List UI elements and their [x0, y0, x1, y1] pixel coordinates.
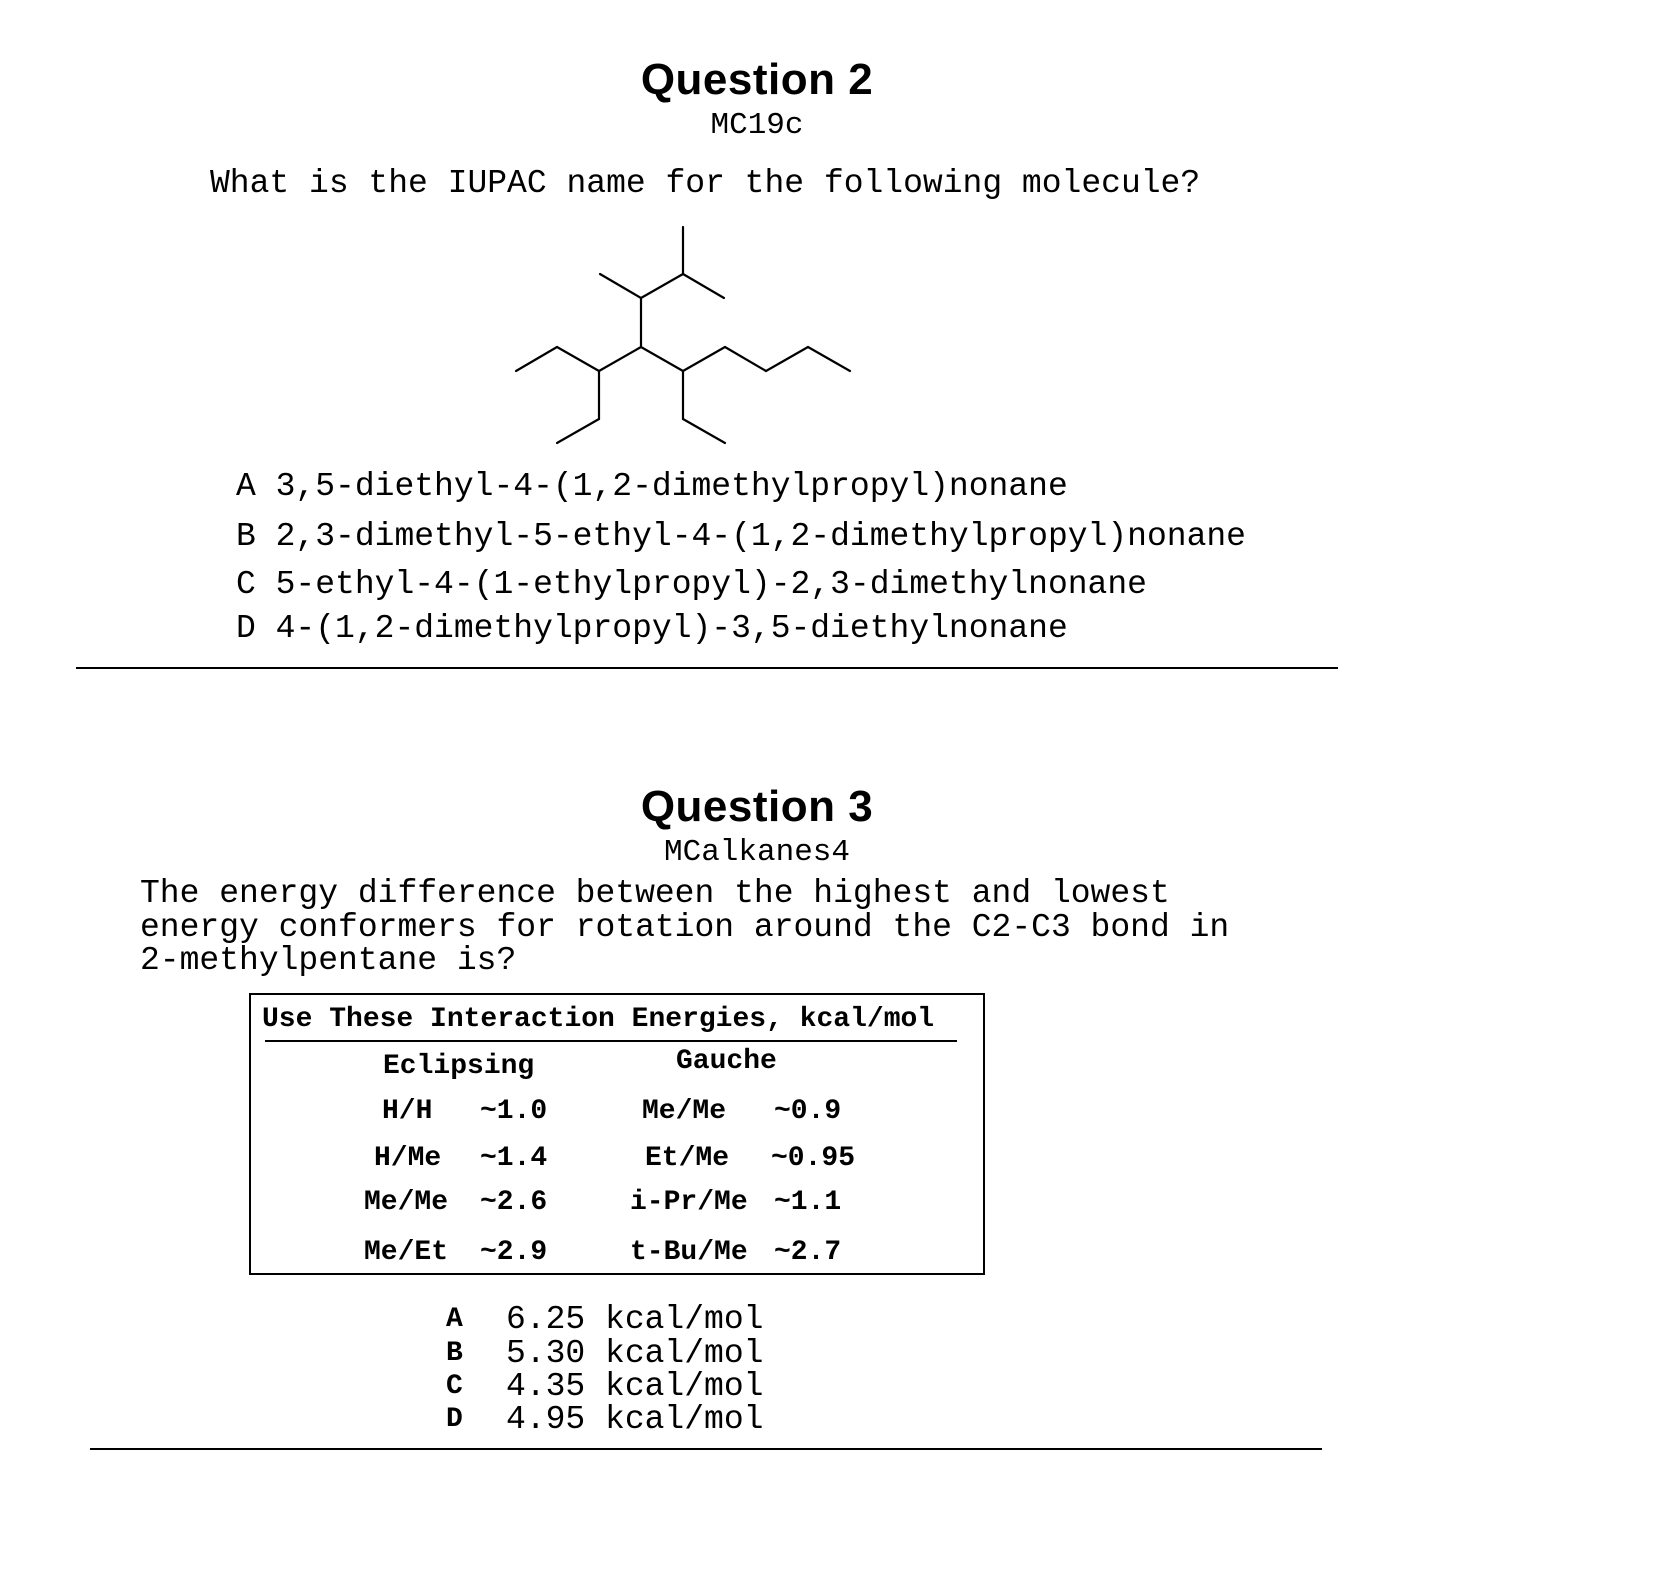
question-3-code: MCalkanes4: [663, 835, 851, 870]
gauche-pair: Et/Me: [645, 1143, 730, 1174]
eclipsing-pair: Me/Me: [364, 1187, 449, 1218]
bond: [808, 347, 850, 371]
question-2-title: Question 2: [640, 55, 874, 104]
bond: [516, 347, 557, 371]
gauche-value: ~1.1: [774, 1187, 842, 1218]
option-d: [236, 610, 1068, 647]
question-2-prompt: What is the IUPAC name for the following molecule?: [210, 165, 1201, 202]
option-text: 4-(1,2-dimethylpropyl)-3,5-diethylnonane: [275, 610, 1068, 647]
option-text: 3,5-diethyl-4-(1,2-dimethylpropyl)nonane: [275, 468, 1068, 505]
eclipsing-pair: H/H: [382, 1096, 433, 1127]
answer-value: 6.25 kcal/mol: [506, 1301, 764, 1338]
eclipsing-header: Eclipsing: [383, 1051, 535, 1082]
gauche-pair: i-Pr/Me: [630, 1187, 748, 1218]
answer-letter: B: [446, 1338, 463, 1369]
option-letter: C: [236, 566, 256, 603]
option-text: 5-ethyl-4-(1-ethylpropyl)-2,3-dimethylnonane: [275, 566, 1147, 603]
section-divider: [90, 1448, 1322, 1450]
eclipsing-value: ~1.0: [480, 1096, 548, 1127]
table-title-underline: [265, 1040, 957, 1042]
option-c: [236, 566, 1147, 603]
eclipsing-pair: H/Me: [374, 1143, 442, 1174]
bond: [557, 347, 599, 371]
eclipsing-value: ~2.6: [480, 1187, 548, 1218]
molecule-skeletal-structure: [0, 0, 1674, 480]
option-b: [236, 518, 1246, 555]
bond: [641, 347, 683, 371]
section-divider: [76, 667, 1338, 669]
answer-value: 5.30 kcal/mol: [506, 1335, 764, 1372]
option-text: 2,3-dimethyl-5-ethyl-4-(1,2-dimethylpropyl)nonane: [275, 518, 1246, 555]
option-letter: B: [236, 518, 256, 555]
eclipsing-pair: Me/Et: [364, 1237, 449, 1268]
gauche-value: ~0.95: [771, 1143, 856, 1174]
gauche-pair: t-Bu/Me: [630, 1237, 748, 1268]
question-3-prompt-line-3: 2-methylpentane is?: [140, 942, 517, 979]
question-3-prompt-line-2: energy conformers for rotation around the C2-C3 bond in: [140, 909, 1230, 946]
gauche-pair: Me/Me: [642, 1096, 727, 1127]
interaction-energies-table: [249, 993, 985, 1275]
table-title: Use These Interaction Energies, kcal/mol: [262, 1004, 935, 1035]
option-a: [236, 468, 1068, 505]
bond: [599, 347, 641, 371]
bond: [766, 347, 808, 371]
eclipsing-value: ~1.4: [480, 1143, 548, 1174]
bond: [600, 274, 641, 298]
bond: [557, 419, 599, 443]
question-3-title: Question 3: [640, 782, 874, 831]
answer-value: 4.35 kcal/mol: [506, 1368, 764, 1405]
question-2-code: MC19c: [710, 108, 804, 143]
answer-letter: C: [446, 1371, 463, 1402]
bond: [683, 419, 725, 443]
answer-value: 4.95 kcal/mol: [506, 1401, 764, 1438]
bond: [683, 347, 725, 371]
gauche-value: ~2.7: [774, 1237, 842, 1268]
option-letter: A: [236, 468, 256, 505]
answer-letter: D: [446, 1404, 463, 1435]
question-3-prompt-line-1: The energy difference between the highest and lowest: [140, 875, 1170, 912]
eclipsing-value: ~2.9: [480, 1237, 548, 1268]
bond: [725, 347, 766, 371]
option-letter: D: [236, 610, 256, 647]
gauche-header: Gauche: [676, 1046, 777, 1077]
answer-letter: A: [446, 1304, 463, 1335]
gauche-value: ~0.9: [774, 1096, 842, 1127]
bond: [641, 274, 683, 298]
bond: [683, 274, 724, 298]
